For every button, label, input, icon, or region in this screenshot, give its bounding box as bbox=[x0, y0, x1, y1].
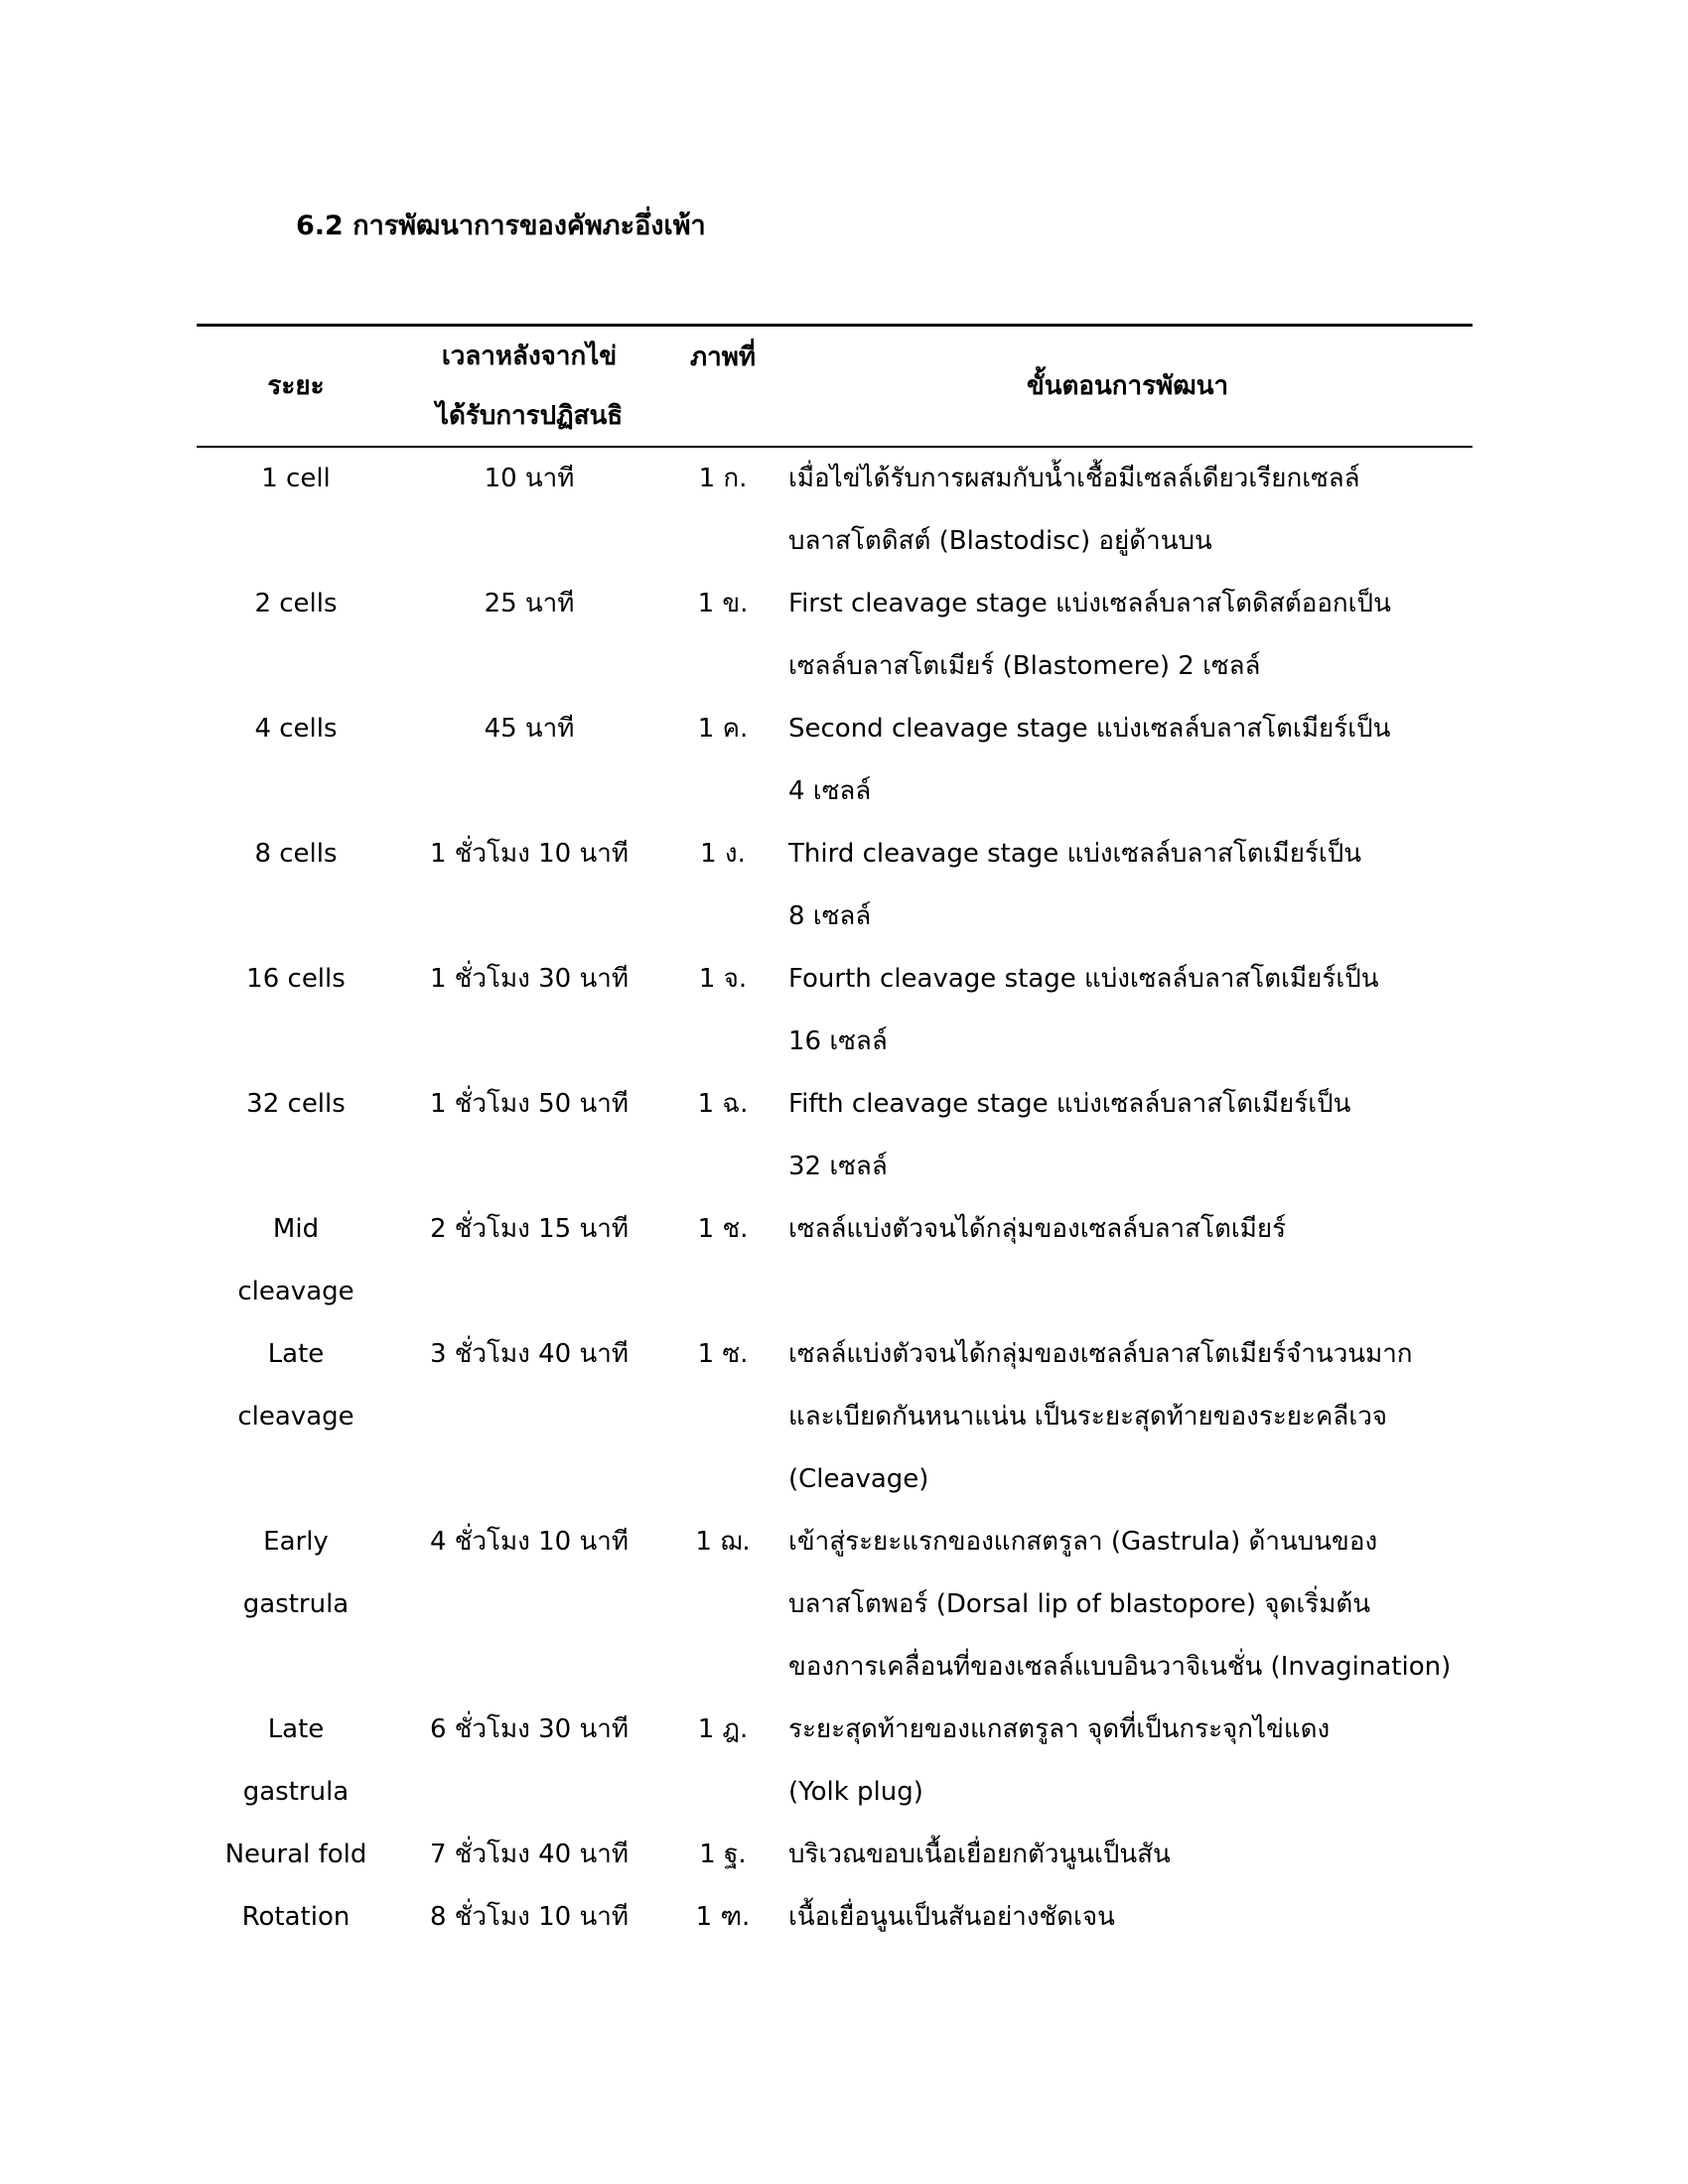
stage-cell: 2 cells bbox=[254, 589, 338, 618]
description-cell: บริเวณขอบเนื้อเยื่อยกตัวนูนเป็นสัน bbox=[788, 1840, 1171, 1869]
table-row bbox=[197, 823, 1473, 948]
header-time: เวลาหลังจากไข่ ได้รับการปฏิสนธิ bbox=[435, 341, 624, 431]
section-heading: 6.2 การพัฒนาการของคัพภะอึ่งเพ้า bbox=[296, 210, 706, 241]
time-cell: 25 นาที bbox=[484, 589, 575, 618]
table-row bbox=[197, 447, 1473, 573]
time-cell: 45 นาที bbox=[484, 714, 575, 744]
stage-cell: Late gastrula bbox=[242, 1714, 350, 1807]
stage-cell: 16 cells bbox=[246, 964, 346, 994]
description-cell: Fifth cleavage stage แบ่งเซลล์บลาสโตเมียร์เป็น 32 เซลล์ bbox=[788, 1089, 1351, 1181]
figure-cell: 1 ก. bbox=[698, 464, 748, 493]
description-cell: ระยะสุดท้ายของแกสตรูลา จุดที่เป็นกระจุกไข่แดง (Yolk plug) bbox=[788, 1714, 1331, 1807]
stage-cell: Late cleavage bbox=[237, 1339, 354, 1432]
header-description: ขั้นตอนการพัฒนา bbox=[1026, 371, 1229, 401]
figure-cell: 1 ข. bbox=[697, 589, 749, 618]
time-cell: 1 ชั่วโมง 10 นาที bbox=[430, 839, 629, 869]
figure-cell: 1 ง. bbox=[700, 839, 746, 869]
table-row bbox=[197, 573, 1473, 698]
stage-cell: Neural fold bbox=[224, 1840, 367, 1869]
figure-cell: 1 ฎ. bbox=[697, 1714, 749, 1744]
development-table-container bbox=[197, 324, 1473, 1949]
description-cell: เนื้อเยื่อนูนเป็นสันอย่างชัดเจน bbox=[788, 1902, 1115, 1932]
time-cell: 1 ชั่วโมง 30 นาที bbox=[430, 964, 629, 994]
description-cell: Third cleavage stage แบ่งเซลล์บลาสโตเมียร์เป็น 8 เซลล์ bbox=[788, 839, 1362, 931]
figure-cell: 1 ฉ. bbox=[697, 1089, 749, 1119]
development-table bbox=[197, 324, 1473, 1949]
description-cell: เมื่อไข่ได้รับการผสมกับน้ำเชื้อมีเซลล์เดียวเรียกเซลล์ บลาสโตดิสต์ (Blastodisc) อยู่ด้านบน bbox=[788, 464, 1360, 556]
figure-cell: 1 ฐ. bbox=[699, 1840, 747, 1869]
stage-cell: Rotation bbox=[241, 1902, 351, 1932]
time-cell: 7 ชั่วโมง 40 นาที bbox=[430, 1840, 629, 1869]
time-cell: 8 ชั่วโมง 10 นาที bbox=[430, 1902, 629, 1932]
stage-cell: 32 cells bbox=[246, 1089, 346, 1119]
description-cell: เซลล์แบ่งตัวจนได้กลุ่มของเซลล์บลาสโตเมียร์จำนวนมาก และเบียดกันหนาแน่น เป็นระยะสุดท้ายของระยะคลีเวจ (Cleavage) bbox=[788, 1339, 1413, 1494]
figure-cell: 1 ค. bbox=[697, 714, 749, 744]
table-body bbox=[197, 447, 1473, 1949]
stage-cell: 4 cells bbox=[254, 714, 338, 744]
time-cell: 4 ชั่วโมง 10 นาที bbox=[430, 1527, 629, 1557]
time-cell: 10 นาที bbox=[484, 464, 575, 493]
description-cell: First cleavage stage แบ่งเซลล์บลาสโตดิสต์ออกเป็น เซลล์บลาสโตเมียร์ (Blastomere) 2 เซลล์ bbox=[788, 589, 1391, 681]
description-cell: เข้าสู่ระยะแรกของแกสตรูลา (Gastrula) ด้านบนของ บลาสโตพอร์ (Dorsal lip of blastopore) จุดเริ่มต้น ของการเคลื่อนที่ของเซลล์แบบอินวาจิเนชั่น (Invagination) bbox=[788, 1527, 1452, 1682]
description-cell: เซลล์แบ่งตัวจนได้กลุ่มของเซลล์บลาสโตเมียร์ bbox=[788, 1214, 1287, 1244]
table-row bbox=[197, 698, 1473, 823]
table-row bbox=[197, 948, 1473, 1073]
table-row bbox=[197, 1198, 1473, 1323]
figure-cell: 1 ช. bbox=[697, 1214, 749, 1244]
stage-cell: Early gastrula bbox=[242, 1527, 350, 1619]
time-cell: 1 ชั่วโมง 50 นาที bbox=[430, 1089, 629, 1119]
stage-cell: 1 cell bbox=[261, 464, 331, 493]
table-header-row bbox=[197, 326, 1473, 448]
header-figure: ภาพที่ bbox=[689, 342, 756, 372]
description-cell: Second cleavage stage แบ่งเซลล์บลาสโตเมียร์เป็น 4 เซลล์ bbox=[788, 714, 1391, 806]
table-header bbox=[197, 326, 1473, 448]
figure-cell: 1 ฑ. bbox=[695, 1902, 751, 1932]
time-cell: 2 ชั่วโมง 15 นาที bbox=[430, 1214, 629, 1244]
figure-cell: 1 ฌ. bbox=[695, 1527, 751, 1557]
table-row bbox=[197, 1323, 1473, 1511]
figure-cell: 1 ซ. bbox=[697, 1339, 749, 1369]
stage-cell: Mid cleavage bbox=[237, 1214, 354, 1306]
stage-cell: 8 cells bbox=[254, 839, 338, 869]
description-cell: Fourth cleavage stage แบ่งเซลล์บลาสโตเมียร์เป็น 16 เซลล์ bbox=[788, 964, 1379, 1056]
table-row bbox=[197, 1511, 1473, 1699]
figure-cell: 1 จ. bbox=[698, 964, 748, 994]
table-row bbox=[197, 1073, 1473, 1198]
time-cell: 6 ชั่วโมง 30 นาที bbox=[430, 1714, 629, 1744]
time-cell: 3 ชั่วโมง 40 นาที bbox=[430, 1339, 629, 1369]
table-row bbox=[197, 1824, 1473, 1886]
table-row bbox=[197, 1886, 1473, 1949]
header-stage: ระยะ bbox=[267, 371, 325, 401]
table-row bbox=[197, 1699, 1473, 1824]
